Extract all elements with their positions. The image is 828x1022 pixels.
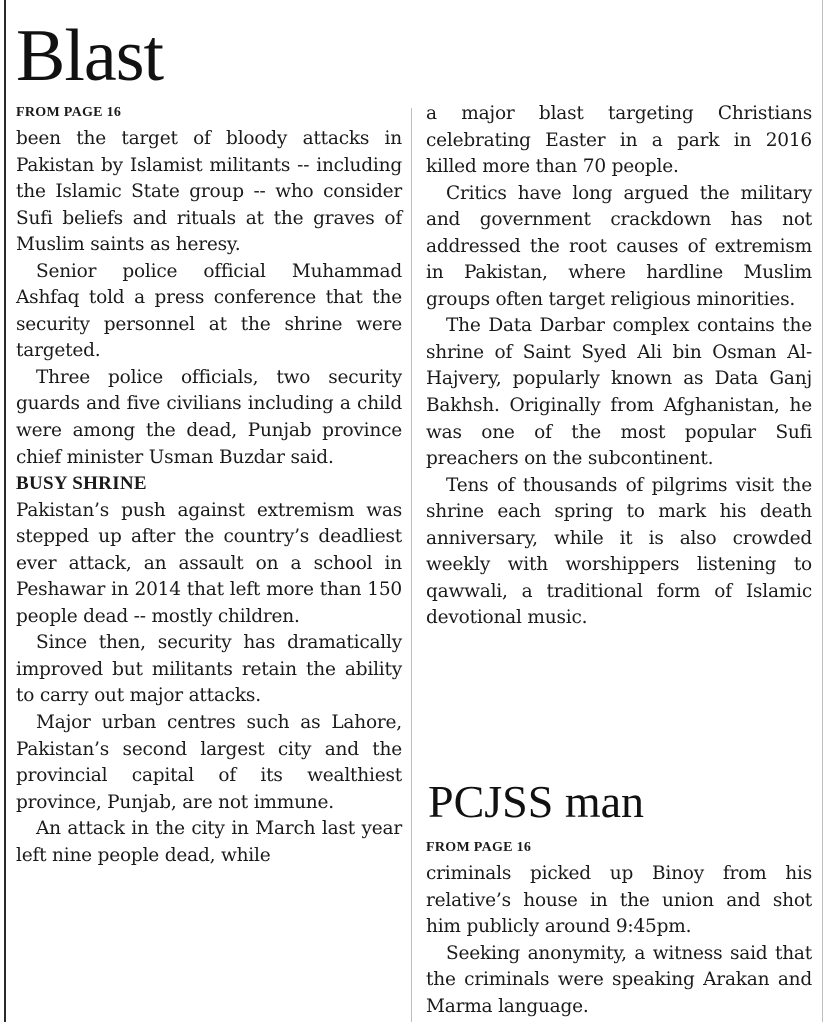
left-border-rule [4,0,6,1022]
blast-paragraph: Major urban centres such as Lahore, Pakistan’s second largest city and the provincial capital of its wealthiest province, Punjab, are not immune. [16,712,402,813]
blast-column-right [426,101,812,632]
blast-paragraph: been the target of bloody attacks in Pakistan by Islamist militants -- including the Islamic State group -- who consider Sufi beliefs and rituals at the graves of Muslim saints as heresy. [16,128,402,256]
blast-kicker: FROM PAGE 16 [16,105,122,120]
pcjss-paragraph: criminals picked up Binoy from his relative’s house in the union and shot him publicly around 9:45pm. [426,863,812,938]
pcjss-column [426,835,812,1020]
blast-paragraph: An attack in the city in March last year left nine people dead, while [16,818,402,866]
blast-headline: Blast [16,15,164,97]
pcjss-headline: PCJSS man [428,776,645,827]
blast-paragraph: Tens of thousands of pilgrims visit the shrine each spring to mark his death anniversary, while it is also crowded weekly with worshippers listening to qawwali, a traditional form of Islamic devotional music. [426,474,812,629]
right-border-rule [822,0,823,1022]
pcjss-kicker: FROM PAGE 16 [426,840,532,855]
blast-paragraph: The Data Darbar complex contains the shrine of Saint Syed Ali bin Osman Al-Hajvery, popularly known as Data Ganj Bakhsh. Originally from Afghanistan, he was one of the most popular Sufi preachers on the subcontinent. [426,315,812,470]
blast-paragraph: Since then, security has dramatically improved but militants retain the ability to carry out major attacks. [16,632,402,707]
busy-shrine-subhead: BUSY SHRINE [16,473,147,495]
blast-paragraph: Senior police official Muhammad Ashfaq told a press conference that the security personnel at the shrine were targeted. [16,260,402,362]
blast-paragraph: a major blast targeting Christians celebrating Easter in a park in 2016 killed more than 70 people. [426,103,812,178]
blast-paragraph: Pakistan’s push against extremism was stepped up after the country’s deadliest ever attack, an assault on a school in Peshawar in 2014 that left more than 150 people dead -- mostly children. [16,499,402,627]
pcjss-paragraph: Seeking anonymity, a witness said that the criminals were speaking Arakan and Marma language. [426,942,812,1017]
blast-paragraph: Three police officials, two security guards and five civilians including a child were among the dead, Punjab province chief minister Usman Buzdar said. [16,366,402,468]
blast-paragraph: Critics have long argued the military and government crackdown has not addressed the root causes of extremism in Pakistan, where hardline Muslim groups often target religious minorities. [426,182,812,310]
blast-column-left [16,100,402,869]
column-divider [411,108,412,1022]
